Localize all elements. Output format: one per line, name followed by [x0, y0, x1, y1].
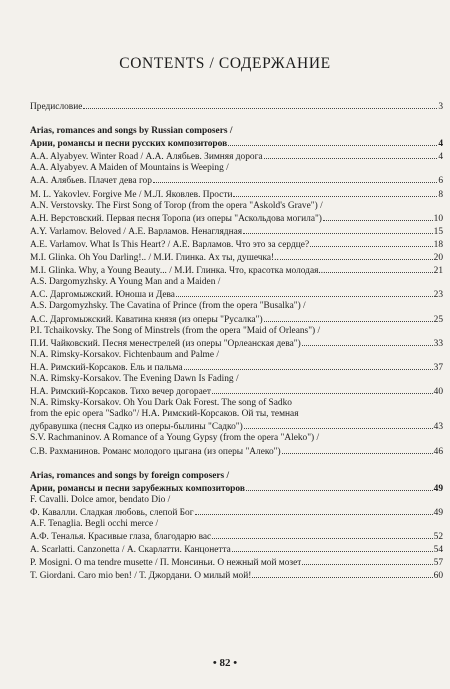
section-heading-en: Arias, romances and songs by Russian composers / [30, 126, 233, 137]
toc-page-number: 21 [433, 266, 443, 277]
dot-leader [243, 225, 433, 234]
toc-entry-text: П.И. Чайковский. Песня менестрелей (из оперы "Орлеанская дева") [30, 338, 301, 349]
toc-entry [30, 530, 443, 543]
dot-leader [302, 337, 433, 346]
toc-entry [30, 569, 443, 582]
toc-entry-text: Предисловие [30, 102, 83, 112]
toc-entry-text: Ф. Кавалли. Сладкая любовь, слепой Бог [30, 507, 194, 518]
toc-entry [30, 251, 443, 264]
dot-leader [212, 530, 432, 539]
toc-page-number: 23 [433, 290, 443, 301]
dot-leader [244, 420, 433, 429]
toc-entry [30, 150, 443, 163]
toc-entry-text: M.I. Glinka. Oh You Darling!.. / М.И. Глинка. Ах ты, душечка!.. [30, 253, 279, 264]
toc-entry-text: Арии, романсы и песни зарубежных композиторов [30, 483, 245, 494]
toc-page-number: 18 [433, 239, 443, 250]
toc-preface [30, 100, 443, 113]
toc-page-number: 15 [433, 226, 443, 237]
toc-page-number: 10 [433, 213, 443, 224]
dot-leader [280, 251, 433, 260]
toc-entry-text: А.С. Даргомыжский. Юноша и Дева [30, 290, 175, 301]
toc-entry-text: T. Giordani. Caro mio ben! / Т. Джордани. О милый мой! [30, 571, 252, 582]
toc-page-number: 52 [433, 532, 443, 543]
dot-leader [184, 361, 433, 370]
dot-leader [233, 188, 437, 197]
dot-leader [195, 506, 433, 515]
toc-entry-line: from the epic opera "Sadko"/ Н.А. Римский-Корсаков. Ой ты, темная [30, 409, 299, 420]
toc-entry [30, 361, 443, 374]
toc-entry [30, 212, 443, 225]
table-of-contents [30, 100, 443, 582]
toc-entry-text: С.В. Рахманинов. Романс молодого цыгана (из оперы "Алеко") [30, 446, 281, 457]
toc-entry-text: Н.А. Римский-Корсаков. Тихо вечер догорает [30, 387, 212, 398]
dot-leader [310, 238, 433, 247]
toc-entry [30, 264, 443, 277]
dot-leader [176, 288, 433, 297]
toc-entry-line: N.A. Rimsky-Korsakov. The Evening Dawn Is Fading / [30, 373, 239, 384]
dot-leader [252, 569, 432, 578]
dot-leader [153, 174, 437, 183]
toc-entry [30, 556, 443, 569]
toc-entry-line: F. Cavalli. Dolce amor, bendato Dio / [30, 494, 171, 505]
toc-entry-text: M.I. Glinka. Why, a Young Beauty... / М.И. Глинка. Что, красотка молодая... [30, 266, 326, 277]
toc-entry-line: A.F. Tenaglia. Begli occhi merce / [30, 519, 159, 529]
toc-entry-line: A.S. Dargomyzhsky. A Young Man and a Maiden / [30, 277, 221, 288]
toc-page-number: 46 [433, 446, 443, 457]
toc-entry-text: A.A. Alyabyev. Winter Road / А.А. Алябьев. Зимняя дорога [30, 152, 263, 163]
dot-leader [246, 482, 433, 491]
toc-entry [30, 506, 443, 519]
toc-entry [30, 337, 443, 350]
section-heading-en: Arias, romances and songs by foreign composers / [30, 470, 230, 481]
dot-leader [323, 212, 433, 221]
toc-entry [30, 225, 443, 238]
toc-page-number: 40 [433, 387, 443, 398]
toc-page-number: 37 [433, 362, 443, 373]
toc-entry [30, 188, 443, 201]
section-heading-ru [30, 482, 443, 495]
toc-entry-line: A.N. Verstovsky. The First Song of Torop (from the opera "Askold's Grave") / [30, 200, 323, 211]
toc-page-number: 3 [438, 102, 443, 112]
dot-leader [326, 264, 432, 273]
toc-page-number: 60 [433, 571, 443, 582]
toc-entry-text: Арии, романсы и песни русских композиторов [30, 139, 228, 150]
toc-entry-line: S.V. Rachmaninov. A Romance of a Young Gypsy (from the opera "Aleko") / [30, 433, 320, 444]
section-heading-ru [30, 137, 443, 150]
toc-entry [30, 543, 443, 556]
toc-entry [30, 385, 443, 398]
dot-leader [83, 100, 437, 109]
toc-entry-text: P. Mosigni. O ma tendre musette / П. Монсиньи. О нежный мой мозет [30, 558, 302, 569]
toc-page-number: 4 [438, 139, 443, 150]
toc-entry-text: А.С. Даргомыжский. Каватина князя (из оперы "Русалка") [30, 314, 263, 325]
dot-leader [264, 150, 438, 159]
section-spacer [30, 113, 443, 126]
dot-leader [212, 385, 433, 394]
toc-entry-text: A.E. Varlamov. What Is This Heart? / А.Е. Варламов. Что это за сердце? [30, 239, 310, 250]
dot-leader [228, 137, 437, 146]
dot-leader [264, 313, 433, 322]
section-spacer [30, 458, 443, 471]
toc-page-number: 54 [433, 545, 443, 556]
toc-entry-text: A.Y. Varlamov. Beloved / А.Е. Варламов. Ненаглядная [30, 226, 243, 237]
toc-page-number: 49 [433, 483, 443, 494]
toc-page-number: 25 [433, 314, 443, 325]
toc-entry-line: P.I. Tchaikovsky. The Song of Minstrels (from the opera "Maid of Orleans") / [30, 325, 321, 336]
toc-page-number: 20 [433, 253, 443, 264]
toc-entry-text: дубравушка (песня Садко из оперы-былины "Садко") [30, 422, 243, 433]
dot-leader [302, 556, 432, 565]
toc-entry-text: Н.А. Римский-Корсаков. Ель и пальма [30, 362, 183, 373]
toc-page-number: 57 [433, 558, 443, 569]
toc-page-number: 4 [438, 152, 443, 163]
page-title: CONTENTS / СОДЕРЖАНИЕ [119, 55, 331, 72]
toc-entry-line: N.A. Rimsky-Korsakov. Fichtenbaum and Palme / [30, 349, 219, 360]
toc-entry-text: А.Ф. Теналья. Красивые глаза, благодарю вас [30, 532, 212, 543]
toc-entry-text: M. L. Yakovlev. Forgive Me / М.Л. Яковлев. Прости [30, 189, 233, 200]
toc-entry-text: А.Н. Верстовский. Первая песня Торопа (из оперы "Аскольдова могила") [30, 213, 322, 224]
toc-entry [30, 174, 443, 187]
toc-page-number: 49 [433, 507, 443, 518]
toc-entry [30, 420, 443, 433]
toc-page-number: 8 [438, 189, 443, 200]
dot-leader [282, 445, 433, 454]
toc-entry-text: А.А. Алябьев. Плачет дева гор [30, 176, 152, 187]
toc-entry-line: N.A. Rimsky-Korsakov. Oh You Dark Oak Forest. The song of Sadko [30, 398, 292, 409]
toc-entry-line: A.S. Dargomyzhsky. The Cavatina of Prince (from the opera "Busalka") / [30, 301, 306, 312]
toc-entry [30, 313, 443, 326]
page-number: • 82 • [212, 657, 238, 669]
dot-leader [232, 543, 433, 552]
toc-entry [30, 238, 443, 251]
toc-entry [30, 445, 443, 458]
toc-page-number: 33 [433, 338, 443, 349]
toc-entry-text: A. Scarlatti. Canzonetta / А. Скарлатти. Канцонетта [30, 545, 231, 556]
toc-page-number: 6 [438, 176, 443, 187]
toc-entry-line: A.A. Alyabyev. A Maiden of Mountains is Weeping / [30, 163, 229, 174]
toc-entry [30, 288, 443, 301]
toc-page-number: 43 [433, 422, 443, 433]
